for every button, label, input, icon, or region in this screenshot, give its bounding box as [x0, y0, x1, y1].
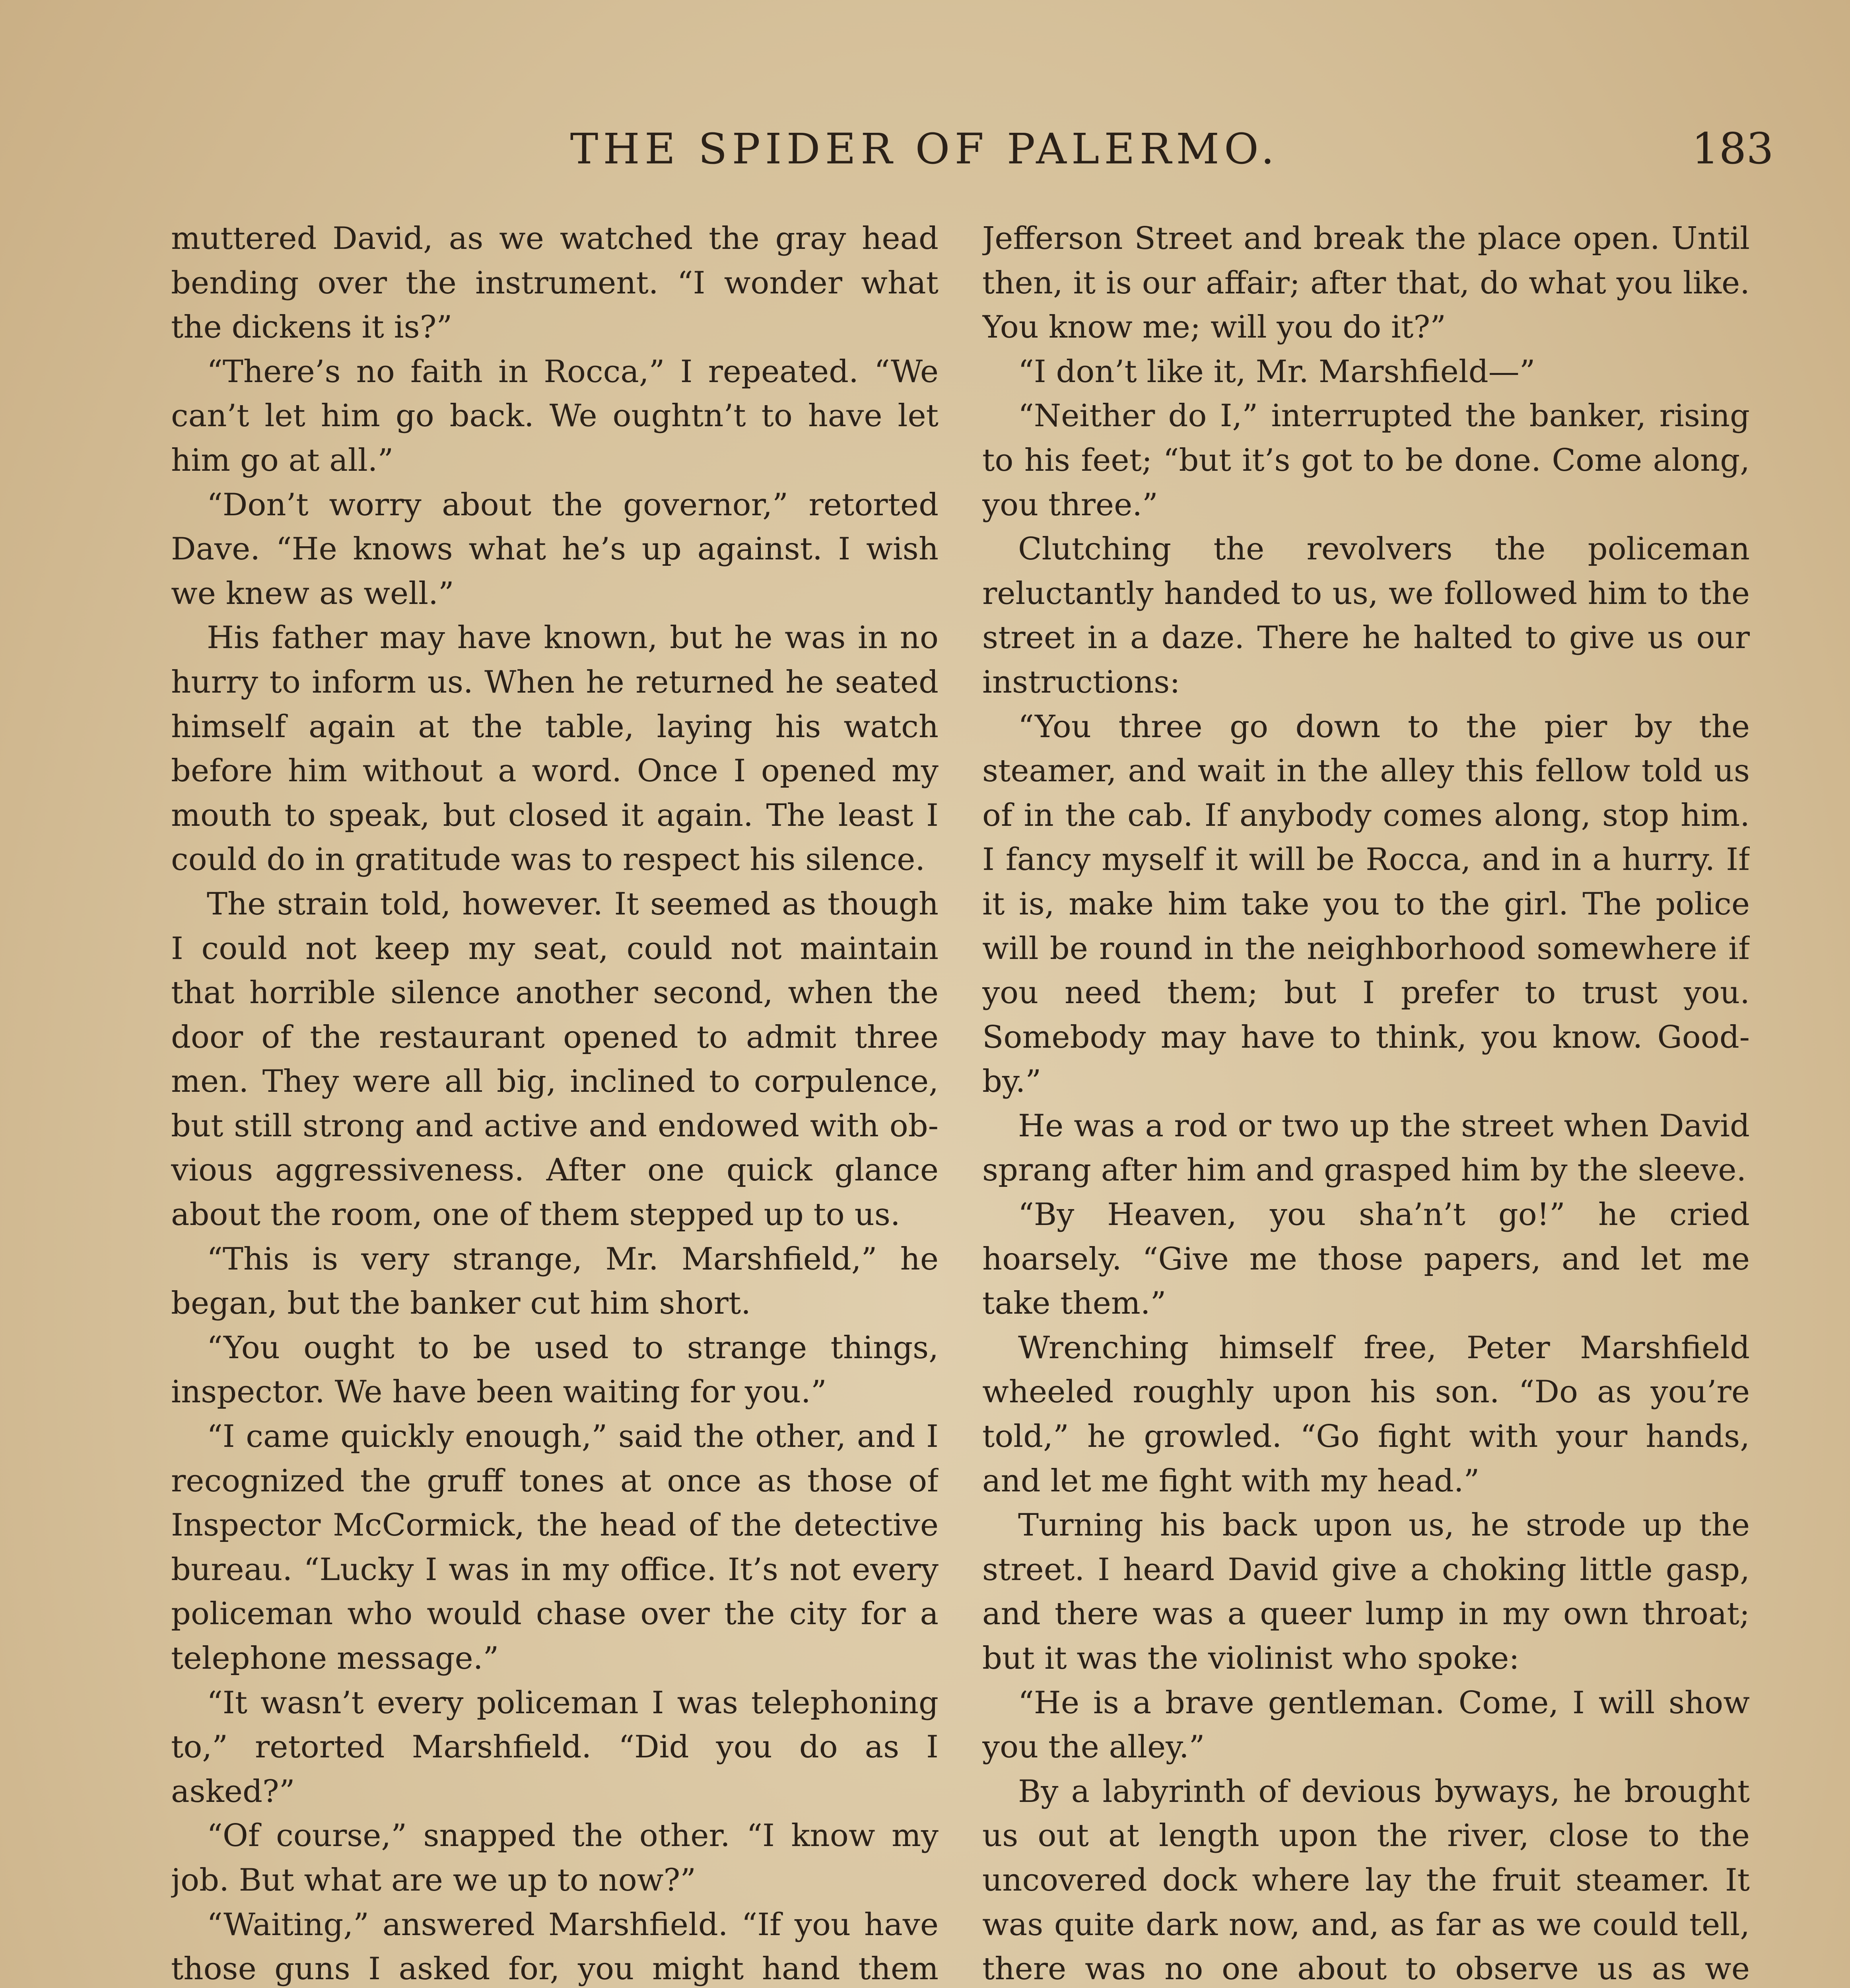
- paragraph: “Neither do I,” interrupted the banker, rising to his feet; “but it’s got to be done. Come along, you three.”: [982, 398, 1750, 523]
- paragraph: By a labyrinth of devious byways, he brought us out at length upon the river, close to the uncovered dock where lay the fruit steamer. It was quite dark now, and, as far as we could tell, there was no one about to observe us as we: [982, 1773, 1750, 1987]
- paragraph: “It wasn’t every policeman I was telephoning to,” retorted Marshfield. “Did you do as I asked?”: [171, 1685, 939, 1809]
- paragraph: “I don’t like it, Mr. Marshfield—”: [1018, 353, 1535, 390]
- paragraph: “You three go down to the pier by the steamer, and wait in the alley this fellow told us of in the cab. If anybody comes along, stop him. I fancy myself it will be Rocca, and in a hurry. If it is, make him take you to the girl. The police will be round in the neighborhood somewhere if you need them; but I prefer to trust you. Somebody may have to think, you know. Good-by.”: [982, 709, 1750, 1100]
- paragraph: “I came quickly enough,” said the other, and I recognized the gruff tones at once as those of Inspector McCormick, the head of the detective bureau. “Lucky I was in my office. It’s not every policeman who would chase over the city for a telephone message.”: [171, 1419, 939, 1676]
- left-column: [171, 217, 939, 1988]
- running-title: THE SPIDER OF PALERMO.: [570, 124, 1279, 173]
- paragraph: muttered David, as we watched the gray head bending over the instrument. “I wonder what the dickens it is?”: [171, 221, 939, 346]
- right-column: [982, 217, 1750, 1988]
- paragraph: His father may have known, but he was in no hurry to inform us. When he returned he seated himself again at the table, laying his watch before him without a word. Once I opened my mouth to speak, but closed it again. The least I could do in gratitude was to respect his silence.: [171, 620, 939, 878]
- paragraph: “This is very strange, Mr. Marshfield,” he began, but the banker cut him short.: [171, 1241, 939, 1322]
- paragraph: “You ought to be used to strange things, inspector. We have been waiting for you.”: [171, 1330, 939, 1410]
- paragraph: He was a rod or two up the street when David sprang after him and grasped him by the sleeve.: [982, 1108, 1750, 1188]
- paragraph: “By Heaven, you sha’n’t go!” he cried hoarsely. “Give me those papers, and let me take them.”: [982, 1197, 1750, 1322]
- paragraph: “Waiting,” answered Marshfield. “If you have those guns I asked for, you might hand them: [171, 1906, 939, 1987]
- paragraph: Jefferson Street and break the place open. Until then, it is our affair; after that, do what you like. You know me; will you do it?”: [982, 221, 1750, 346]
- paragraph: “He is a brave gentleman. Come, I will show you the alley.”: [982, 1685, 1750, 1765]
- paragraph: Wrenching himself free, Peter Marshfield wheeled roughly upon his son. “Do as you’re told,” he growled. “Go fight with your hands, and let me fight with my head.”: [982, 1330, 1750, 1499]
- paragraph: The strain told, however. It seemed as though I could not keep my seat, could not maintain that horrible silence another second, when the door of the restaurant opened to admit three men. They were all big, inclined to corpulence, but still strong and active and endowed with obvious aggressiveness. After one quick glance about the room, one of them stepped up to us.: [171, 886, 939, 1233]
- paragraph: “Don’t worry about the governor,” retorted Dave. “He knows what he’s up against. I wish we knew as well.”: [171, 487, 939, 612]
- page-number: 183: [1691, 124, 1774, 174]
- paragraph: “Of course,” snapped the other. “I know my job. But what are we up to now?”: [171, 1818, 939, 1898]
- paragraph: Turning his back upon us, he strode up the street. I heard David give a choking little gasp, and there was a queer lump in my own throat; but it was the violinist who spoke:: [982, 1507, 1750, 1676]
- paragraph: Clutching the revolvers the policeman reluctantly handed to us, we followed him to the street in a daze. There he halted to give us our instructions:: [982, 531, 1750, 700]
- paragraph: “There’s no faith in Rocca,” I repeated. “We can’t let him go back. We oughtn’t to have let him go at all.”: [171, 353, 939, 478]
